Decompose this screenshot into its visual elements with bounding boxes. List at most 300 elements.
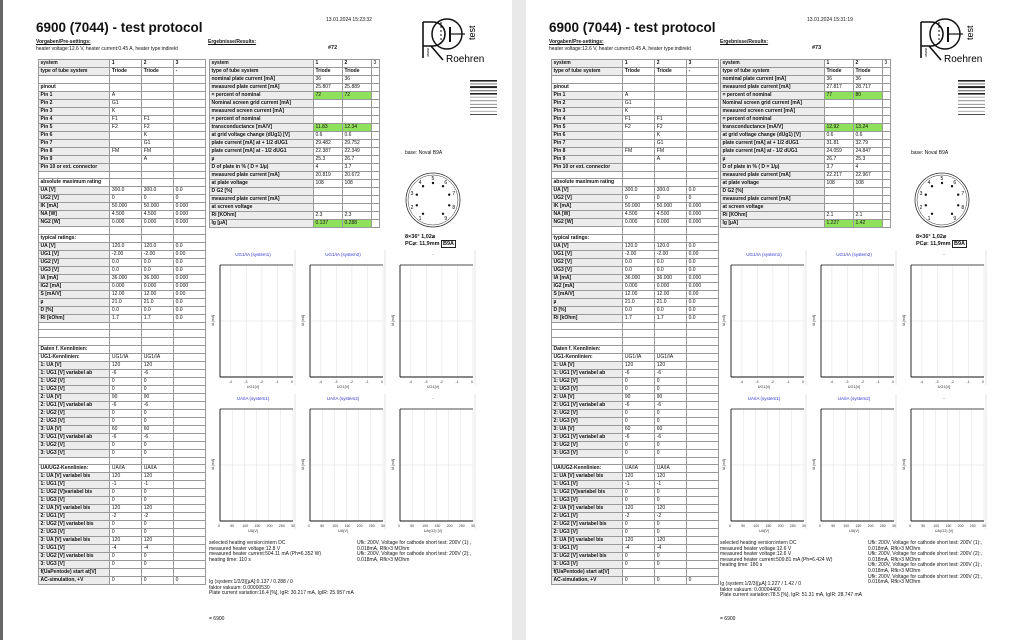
parameter-label bbox=[39, 322, 110, 330]
parameter-label: Pin 1 bbox=[552, 91, 623, 99]
parameter-value bbox=[687, 481, 719, 489]
parameters-table bbox=[38, 59, 206, 585]
chart-title: UG1/IA (system2) bbox=[836, 252, 872, 257]
parameters-row bbox=[39, 577, 206, 585]
result-value bbox=[883, 132, 891, 140]
chart-x-tick-label: -2 bbox=[439, 380, 444, 384]
parameter-label: 2: UG1 [V] variabel ab bbox=[552, 401, 623, 409]
parameters-row bbox=[552, 274, 719, 282]
parameter-value: 0.0 bbox=[174, 298, 206, 306]
result-value bbox=[372, 108, 380, 116]
parameter-label: 1: UG3 [V] bbox=[552, 497, 623, 505]
result-label: Ig [µA] bbox=[210, 220, 314, 228]
parameter-value: 0 bbox=[655, 577, 687, 585]
parameter-label: UG2 [V] bbox=[39, 195, 110, 203]
barcode-bar bbox=[470, 111, 497, 112]
parameter-label: 3: UG2 [V] bbox=[39, 441, 110, 449]
result-value bbox=[883, 124, 891, 132]
result-value bbox=[883, 156, 891, 164]
parameter-label: 2: UG2 [V] bbox=[39, 409, 110, 417]
parameter-label: 3: UG1 [V] variabel ab bbox=[552, 433, 623, 441]
parameter-value: 0 bbox=[655, 529, 687, 537]
parameter-value bbox=[174, 234, 206, 242]
barcode-bar bbox=[470, 97, 497, 98]
parameter-label: UG1 [V] bbox=[39, 250, 110, 258]
parameter-value bbox=[174, 521, 206, 529]
result-label: D of plate in % ( D = 1/µ) bbox=[721, 164, 825, 172]
chart-x-tick-label: -2 bbox=[259, 380, 264, 384]
noval-socket-diagram bbox=[912, 170, 972, 230]
parameter-label bbox=[39, 337, 110, 345]
parameters-row bbox=[39, 131, 206, 139]
parameter-label: 2: UA [V] bbox=[552, 393, 623, 401]
chart-x-tick-label: 0 bbox=[381, 380, 383, 384]
parameter-value bbox=[174, 147, 206, 155]
parameter-value: 0 bbox=[623, 377, 655, 385]
parameters-row bbox=[552, 306, 719, 314]
parameter-label: f(UaPentode) start at[V] bbox=[39, 569, 110, 577]
result-value: 25.807 bbox=[314, 84, 343, 92]
parameter-label: UG1-Kennlinien: bbox=[552, 353, 623, 361]
parameter-label: 2: UA [V] variabel bis bbox=[39, 505, 110, 513]
parameter-value bbox=[687, 433, 719, 441]
parameters-row bbox=[552, 377, 719, 385]
parameter-value bbox=[174, 123, 206, 131]
parameter-label: D [%] bbox=[552, 306, 623, 314]
results-row bbox=[210, 196, 380, 204]
parameter-value bbox=[655, 179, 687, 187]
parameter-value: -6 bbox=[623, 433, 655, 441]
parameters-row bbox=[552, 179, 719, 187]
result-value bbox=[314, 116, 343, 124]
parameter-value: -4 bbox=[655, 545, 687, 553]
parameter-label: S [mA/V] bbox=[552, 290, 623, 298]
parameter-value: 0.0 bbox=[687, 298, 719, 306]
parameter-value: 0.0 bbox=[687, 258, 719, 266]
parameters-row bbox=[552, 481, 719, 489]
result-value bbox=[314, 100, 343, 108]
parameter-value: -2.00 bbox=[623, 250, 655, 258]
result-value: 36 bbox=[854, 76, 883, 84]
parameter-value bbox=[174, 76, 206, 84]
result-value: 108 bbox=[854, 180, 883, 188]
socket-pin-number: 1 bbox=[418, 215, 422, 222]
parameter-value bbox=[687, 393, 719, 401]
parameter-label: Pin 4 bbox=[39, 115, 110, 123]
parameter-value: 0 bbox=[142, 521, 174, 529]
parameter-value: 0.000 bbox=[110, 219, 142, 227]
parameter-label: 2: UG3 [V] bbox=[552, 529, 623, 537]
parameter-value: 0 bbox=[655, 195, 687, 203]
parameters-row bbox=[39, 266, 206, 274]
parameter-value: F1 bbox=[142, 115, 174, 123]
result-label: µ bbox=[210, 156, 314, 164]
parameter-value: 1 bbox=[623, 60, 655, 68]
parameter-value: -6 bbox=[623, 369, 655, 377]
results-row bbox=[721, 180, 891, 188]
parameter-value: 0.000 bbox=[142, 219, 174, 227]
chart-x-tick-label: 50 bbox=[921, 524, 926, 528]
result-label: at grid voltage change (dUg1) [V] bbox=[721, 132, 825, 140]
results-row bbox=[721, 204, 891, 212]
socket-pin bbox=[925, 194, 927, 196]
result-value: 0.6 bbox=[314, 132, 343, 140]
parameter-value bbox=[655, 99, 687, 107]
parameters-row bbox=[552, 76, 719, 84]
parameters-row bbox=[39, 353, 206, 361]
socket-pin bbox=[416, 204, 418, 206]
socket-pin-number: 1 bbox=[927, 215, 931, 222]
parameters-row bbox=[552, 68, 719, 76]
parameter-value: 0 bbox=[623, 521, 655, 529]
parameter-value bbox=[174, 171, 206, 179]
parameter-value bbox=[142, 107, 174, 115]
parameter-value bbox=[687, 441, 719, 449]
chart-title: UG1/IA (system1) bbox=[746, 252, 782, 257]
chart-x-tick-label: 0 bbox=[291, 380, 293, 384]
results-row bbox=[721, 132, 891, 140]
result-label: D of plate in % ( D = 1/µ) bbox=[210, 164, 314, 172]
chart-x-tick-label: 30 bbox=[802, 524, 806, 528]
result-value: 3.7 bbox=[343, 164, 372, 172]
parameter-value: 120 bbox=[142, 473, 174, 481]
parameter-value: A bbox=[623, 91, 655, 99]
parameters-row bbox=[552, 258, 719, 266]
chart-x-tick-label: 250 bbox=[278, 524, 285, 528]
barcode-bar bbox=[958, 107, 985, 108]
chart-x-tick-label: 30 bbox=[892, 524, 896, 528]
parameter-value: 0.0 bbox=[174, 187, 206, 195]
parameter-value bbox=[174, 561, 206, 569]
socket-pin bbox=[931, 185, 933, 187]
parameter-value: 3 bbox=[174, 60, 206, 68]
socket-pin bbox=[941, 182, 943, 184]
parameters-row bbox=[552, 369, 719, 377]
parameter-value: 0.000 bbox=[655, 282, 687, 290]
results-row bbox=[721, 108, 891, 116]
barcode bbox=[958, 80, 985, 128]
parameter-value bbox=[174, 489, 206, 497]
parameter-value bbox=[110, 337, 142, 345]
result-value: 25.3 bbox=[314, 156, 343, 164]
parameters-row bbox=[552, 385, 719, 393]
parameter-value bbox=[687, 425, 719, 433]
parameter-value bbox=[687, 545, 719, 553]
parameters-row bbox=[552, 361, 719, 369]
parameter-value: G1 bbox=[655, 139, 687, 147]
parameter-value: 0 bbox=[655, 441, 687, 449]
parameter-value: Triode bbox=[142, 68, 174, 76]
parameters-row bbox=[552, 561, 719, 569]
parameters-row bbox=[39, 369, 206, 377]
parameter-value bbox=[623, 76, 655, 84]
parameters-table bbox=[551, 59, 719, 585]
parameter-value bbox=[687, 353, 719, 361]
parameter-value: 0 bbox=[110, 561, 142, 569]
result-label: = percent of nominal bbox=[210, 116, 314, 124]
result-label: system bbox=[721, 60, 825, 68]
parameter-value: F2 bbox=[623, 123, 655, 131]
socket-code: B9A bbox=[443, 241, 455, 247]
chart-x-tick-label: -1 bbox=[275, 380, 279, 384]
parameter-label: 1: UG1 [V] bbox=[39, 481, 110, 489]
logo-www-text: www bbox=[924, 48, 929, 57]
parameters-row bbox=[552, 195, 719, 203]
parameter-value: 0.0 bbox=[623, 306, 655, 314]
result-value: 20.819 bbox=[314, 172, 343, 180]
parameter-value: -6 bbox=[142, 433, 174, 441]
parameter-value bbox=[655, 91, 687, 99]
socket-pin bbox=[931, 213, 933, 215]
barcode-bar bbox=[470, 104, 497, 105]
parameter-value bbox=[174, 457, 206, 465]
result-value bbox=[854, 204, 883, 212]
parameter-label: 2: UG1 [V] bbox=[552, 513, 623, 521]
parameter-value bbox=[623, 163, 655, 171]
parameters-row bbox=[552, 234, 719, 242]
parameter-value: 1.7 bbox=[142, 314, 174, 322]
parameter-value: FM bbox=[623, 147, 655, 155]
parameter-value bbox=[142, 569, 174, 577]
result-label: measured plate current [mA] bbox=[210, 84, 314, 92]
result-label: plate current [mA] at - 1/2 dUG1 bbox=[721, 148, 825, 156]
chart-x-tick-label: -4 bbox=[408, 380, 413, 384]
result-value bbox=[883, 212, 891, 220]
barcode-bar bbox=[470, 107, 497, 108]
page-title: 6900 (7044) - test protocol bbox=[549, 20, 716, 35]
parameter-label: 1: UG3 [V] bbox=[552, 385, 623, 393]
result-label: measured plate current [mA] bbox=[721, 84, 825, 92]
parameter-label: 1: UA [V] variabel bis bbox=[552, 473, 623, 481]
parameters-row bbox=[39, 345, 206, 353]
result-value bbox=[883, 140, 891, 148]
result-value: 4 bbox=[854, 164, 883, 172]
parameter-label: UA [V] bbox=[39, 242, 110, 250]
parameter-label: system bbox=[552, 60, 623, 68]
result-value bbox=[883, 84, 891, 92]
parameters-row bbox=[39, 322, 206, 330]
parameter-value bbox=[687, 322, 719, 330]
parameter-value: G1 bbox=[142, 139, 174, 147]
parameters-row bbox=[552, 266, 719, 274]
results-row bbox=[210, 220, 380, 228]
parameter-value bbox=[142, 457, 174, 465]
parameter-value bbox=[687, 417, 719, 425]
parameter-value: 12.00 bbox=[655, 290, 687, 298]
parameter-value: 60 bbox=[110, 425, 142, 433]
parameters-row bbox=[39, 298, 206, 306]
socket-pin-number: 3 bbox=[410, 191, 414, 198]
result-value bbox=[825, 204, 854, 212]
parameters-row bbox=[39, 385, 206, 393]
parameter-value bbox=[687, 345, 719, 353]
parameter-value: 0 bbox=[110, 577, 142, 585]
parameter-label bbox=[39, 171, 110, 179]
parameter-value: 0 bbox=[110, 449, 142, 457]
parameter-value: 0 bbox=[623, 449, 655, 457]
result-value bbox=[343, 196, 372, 204]
parameters-row bbox=[552, 242, 719, 250]
result-value bbox=[854, 100, 883, 108]
chart-x-tick-label: 0 bbox=[909, 524, 911, 528]
parameter-label: 2: UG3 [V] bbox=[552, 417, 623, 425]
chart-x-axis-label: UA[V] bbox=[248, 529, 258, 533]
test-datetime: 13.01.2024 15:23:32 bbox=[326, 17, 372, 23]
parameters-row bbox=[552, 155, 719, 163]
parameter-value bbox=[174, 330, 206, 338]
parameter-value bbox=[623, 131, 655, 139]
parameter-label: Pin 2 bbox=[39, 99, 110, 107]
chart-charts_top-2 bbox=[299, 250, 387, 389]
parameter-value: -6 bbox=[655, 401, 687, 409]
parameter-value bbox=[174, 83, 206, 91]
chart-x-tick-label: 200 bbox=[266, 524, 273, 528]
parameter-value bbox=[174, 465, 206, 473]
chart-x-axis-label: UA[V] bbox=[849, 529, 859, 533]
barcode-bar bbox=[958, 90, 985, 91]
parameters-row bbox=[552, 171, 719, 179]
parameter-label: 1: UG3 [V] bbox=[39, 497, 110, 505]
parameters-row bbox=[552, 337, 719, 345]
chart-x-tick-label: 200 bbox=[867, 524, 874, 528]
result-value bbox=[372, 148, 380, 156]
parameter-value: F2 bbox=[142, 123, 174, 131]
parameter-label: 2: UG1 [V] bbox=[39, 513, 110, 521]
parameter-value: 0 bbox=[110, 377, 142, 385]
result-value bbox=[883, 68, 891, 76]
parameters-row bbox=[39, 545, 206, 553]
parameter-value bbox=[623, 171, 655, 179]
parameter-value bbox=[687, 465, 719, 473]
chart-x-tick-label: 250 bbox=[879, 524, 886, 528]
parameters-row bbox=[39, 553, 206, 561]
chart-charts_top-1 bbox=[209, 250, 297, 389]
parameter-value bbox=[687, 409, 719, 417]
parameter-value: 60 bbox=[623, 425, 655, 433]
parameters-row bbox=[39, 505, 206, 513]
parameter-label: NA [W] bbox=[552, 211, 623, 219]
roehrentest-logo bbox=[915, 12, 985, 67]
parameter-value bbox=[687, 369, 719, 377]
parameter-value: 0 bbox=[142, 497, 174, 505]
parameter-value: 0 bbox=[142, 409, 174, 417]
result-value: 2 bbox=[854, 60, 883, 68]
parameters-row bbox=[39, 171, 206, 179]
parameter-value bbox=[687, 489, 719, 497]
parameter-value bbox=[174, 369, 206, 377]
parameter-label: µ bbox=[39, 298, 110, 306]
parameters-row bbox=[39, 187, 206, 195]
parameter-value bbox=[174, 545, 206, 553]
parameter-label: Pin 8 bbox=[39, 147, 110, 155]
protocol-page-73 bbox=[512, 0, 1024, 640]
parameter-value: 0 bbox=[142, 385, 174, 393]
parameters-row bbox=[39, 83, 206, 91]
parameters-row bbox=[552, 521, 719, 529]
parameter-label: AC-simulation, +V bbox=[552, 577, 623, 585]
parameter-value: -4 bbox=[110, 545, 142, 553]
parameters-row bbox=[552, 250, 719, 258]
result-value: 2 bbox=[343, 60, 372, 68]
parameter-value bbox=[623, 155, 655, 163]
parameter-value: K bbox=[110, 107, 142, 115]
parameters-row bbox=[39, 497, 206, 505]
result-label: = percent of nominal bbox=[210, 92, 314, 100]
parameters-row bbox=[552, 569, 719, 577]
result-value bbox=[883, 92, 891, 100]
result-label: Ri [KOhm] bbox=[210, 212, 314, 220]
parameter-value: 90 bbox=[110, 393, 142, 401]
parameters-row bbox=[39, 401, 206, 409]
parameters-row bbox=[39, 441, 206, 449]
parameter-value: 0 bbox=[623, 489, 655, 497]
parameter-label: Daten f. Kennlinien: bbox=[552, 345, 623, 353]
parameters-row bbox=[552, 497, 719, 505]
socket-pin-number: 3 bbox=[919, 191, 923, 198]
parameter-value: K bbox=[142, 131, 174, 139]
chart-x-tick-label: 200 bbox=[777, 524, 784, 528]
parameter-label: typical ratings: bbox=[552, 234, 623, 242]
grid-current-summary: Ig (system:1/2/3)[µA]:0.137 / 0.288 / 0 faktor vakuum: 0.00000530 Plate current variation:16.4 [%], IgR: 30.217 mA, IgIR: 25.957 mA bbox=[209, 579, 354, 597]
result-value: 26.7 bbox=[343, 156, 372, 164]
result-label: D G2 [%] bbox=[210, 188, 314, 196]
chart-y-axis-label: IA [mA] bbox=[301, 458, 305, 470]
parameter-value: -4 bbox=[142, 545, 174, 553]
parameters-row bbox=[39, 91, 206, 99]
results-row bbox=[721, 172, 891, 180]
parameter-value: 0.0 bbox=[655, 306, 687, 314]
parameter-value bbox=[655, 330, 687, 338]
parameters-row bbox=[39, 409, 206, 417]
parameter-value bbox=[174, 385, 206, 393]
parameters-row bbox=[39, 417, 206, 425]
parameter-value bbox=[623, 345, 655, 353]
barcode-bar bbox=[958, 93, 985, 95]
result-value: 108 bbox=[343, 180, 372, 188]
result-value: 2.3 bbox=[314, 212, 343, 220]
parameter-value bbox=[174, 425, 206, 433]
parameter-value bbox=[687, 569, 719, 577]
chart-x-tick-label: -3 bbox=[935, 380, 939, 384]
parameter-value: 36.000 bbox=[655, 274, 687, 282]
result-value bbox=[854, 116, 883, 124]
parameter-value: 0 bbox=[142, 577, 174, 585]
result-value bbox=[314, 108, 343, 116]
parameter-value bbox=[623, 227, 655, 235]
parameter-value: 0 bbox=[174, 577, 206, 585]
chart-x-tick-label: -3 bbox=[244, 380, 248, 384]
parameter-value: 12.00 bbox=[110, 290, 142, 298]
parameter-value: 36.000 bbox=[142, 274, 174, 282]
result-value: 72 bbox=[314, 92, 343, 100]
parameter-value: 0.0 bbox=[687, 314, 719, 322]
barcode-bar bbox=[470, 114, 497, 115]
chart-x-tick-label: -1 bbox=[455, 380, 459, 384]
result-value bbox=[372, 196, 380, 204]
result-value: 12.92 bbox=[825, 124, 854, 132]
parameter-value: 0 bbox=[142, 441, 174, 449]
parameter-value: G1 bbox=[623, 99, 655, 107]
chart-x-tick-label: 100 bbox=[332, 524, 339, 528]
parameter-value bbox=[110, 569, 142, 577]
result-value bbox=[883, 172, 891, 180]
parameter-label: IK [mA] bbox=[552, 203, 623, 211]
result-label: measured screen current [mA] bbox=[210, 108, 314, 116]
parameters-row bbox=[552, 457, 719, 465]
socket-pin bbox=[448, 194, 450, 196]
socket-spec-line2 bbox=[405, 241, 456, 248]
parameters-row bbox=[39, 99, 206, 107]
